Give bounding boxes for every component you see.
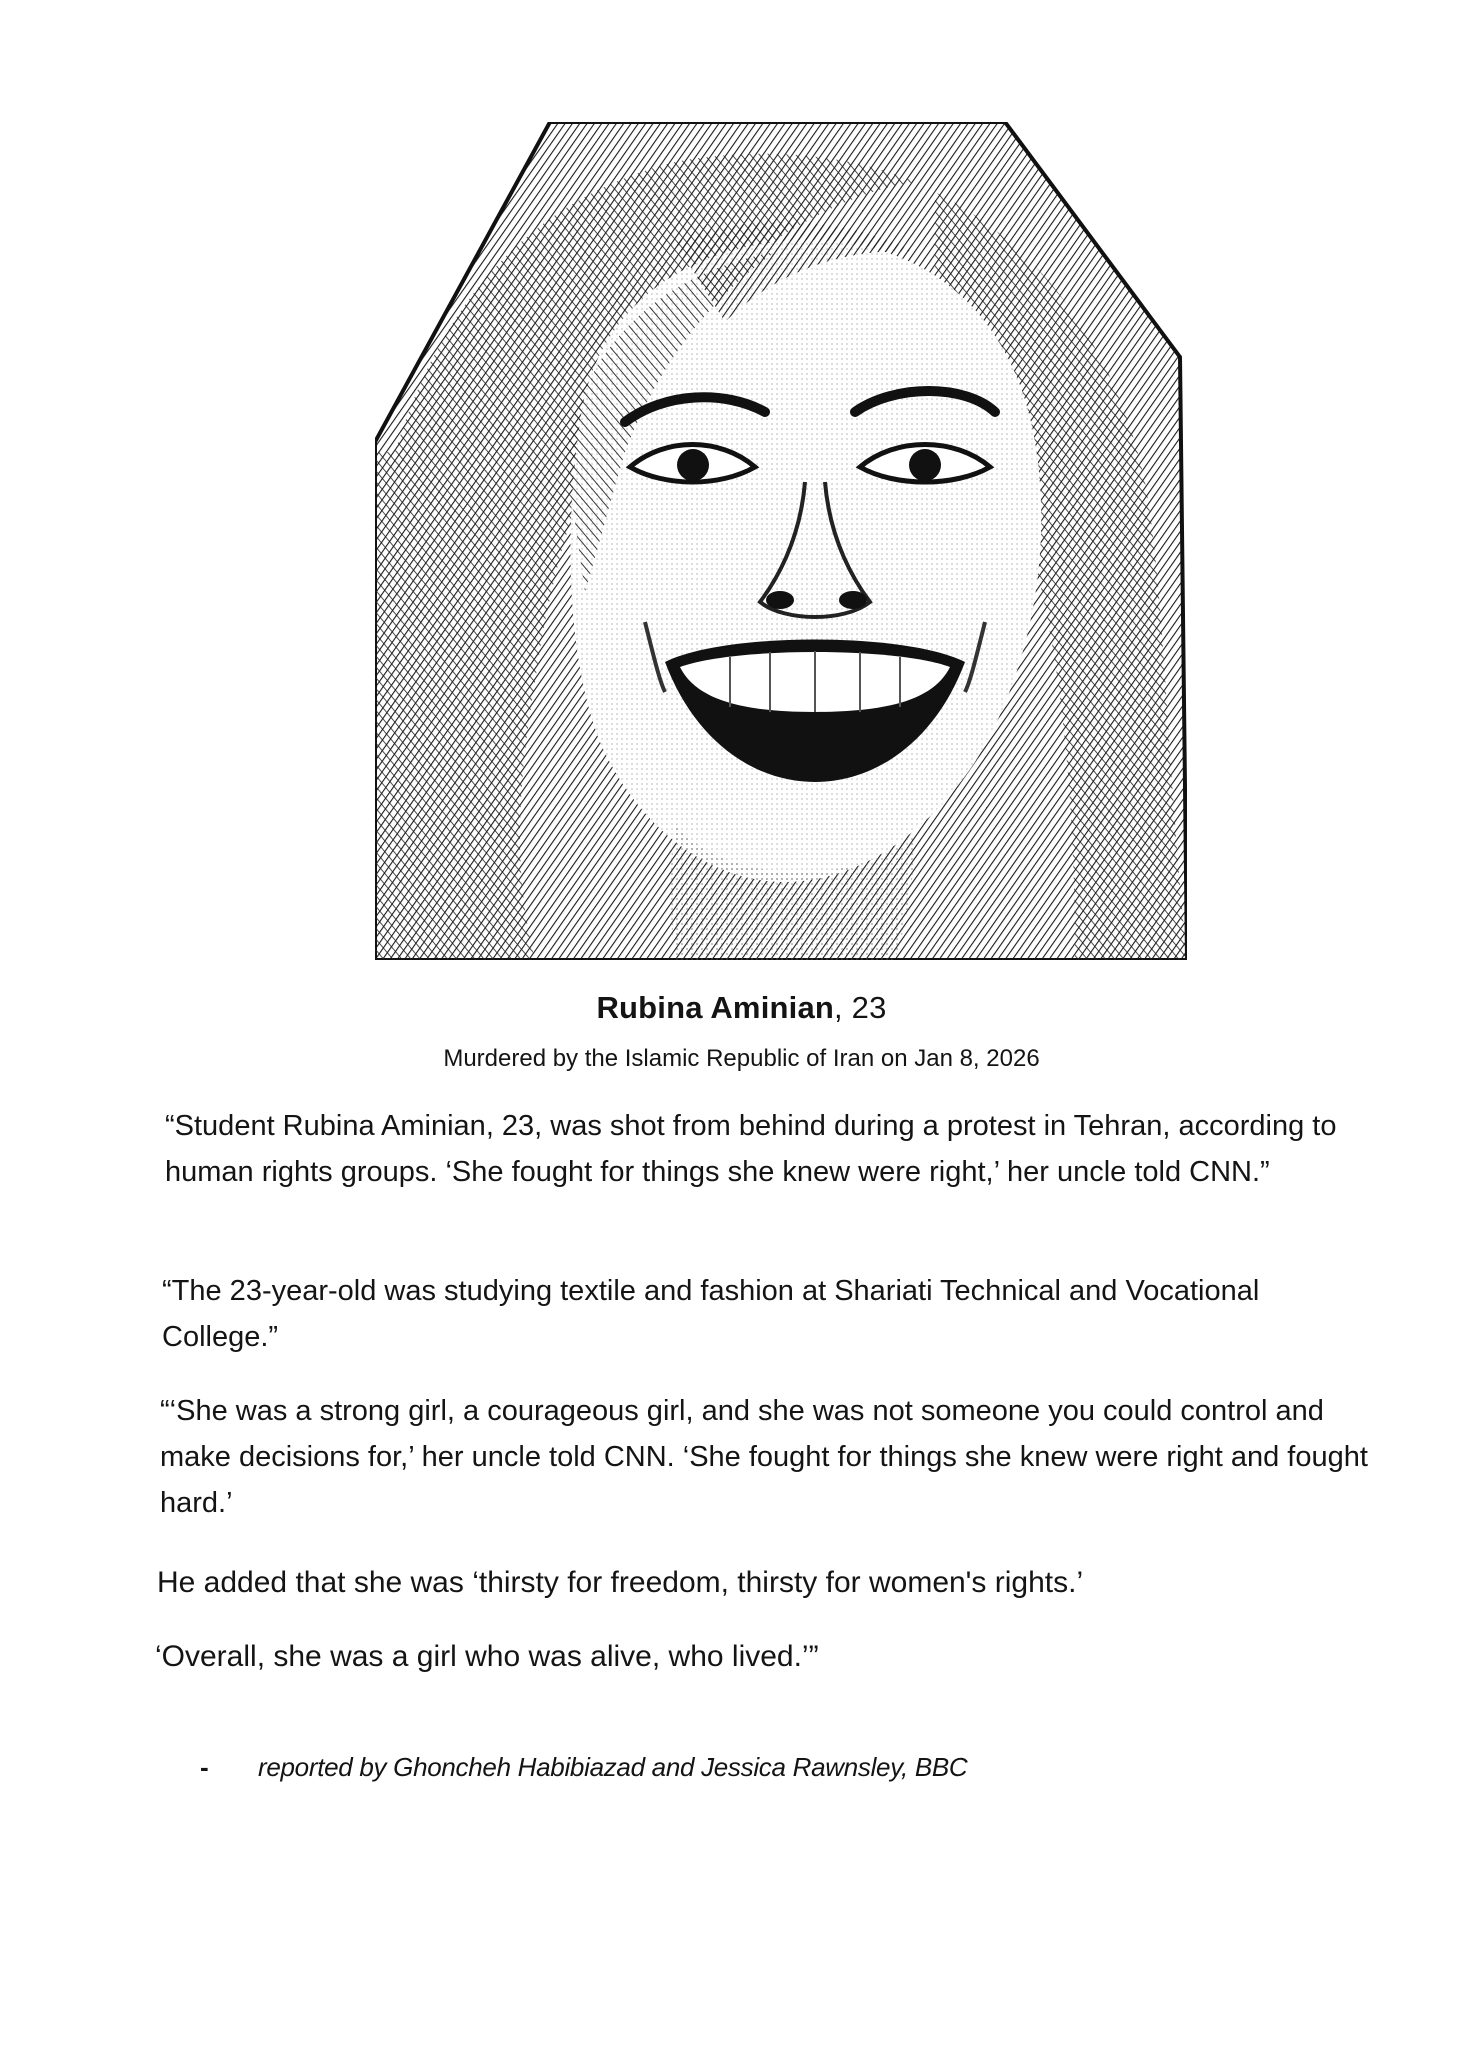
caption-subtitle: Murdered by the Islamic Republic of Iran on Jan 8, 2026 <box>443 1045 1040 1072</box>
bullet-dash: - <box>200 1752 209 1782</box>
quote-paragraph-1: “Student Rubina Aminian, 23, was shot from behind during a protest in Tehran, according to human rights groups. ‘She fought for things she knew were right,’ her uncle told CNN.” <box>165 1110 1337 1188</box>
quote-paragraph-2: “The 23-year-old was studying textile and fashion at Shariati Technical and Vocational College.” <box>162 1275 1260 1353</box>
quote-paragraph-4: He added that she was ‘thirsty for freedom, thirsty for women's rights.’ <box>157 1566 1084 1599</box>
source-credit-text: reported by Ghoncheh Habibiazad and Jessica Rawnsley, BBC <box>258 1752 968 1782</box>
portrait-illustration <box>375 122 1187 960</box>
portrait-photo <box>375 122 1187 960</box>
source-credit <box>200 1752 967 1783</box>
person-name: Rubina Aminian <box>596 990 835 1025</box>
quote-paragraph-3: “‘She was a strong girl, a courageous girl, and she was not someone you could control and make decisions for,’ her uncle told CNN. ‘She fought for things she knew were right and fought hard.’ <box>160 1395 1368 1519</box>
person-age: , 23 <box>834 990 887 1025</box>
person-name-caption <box>0 990 1483 1026</box>
quote-paragraph-5: ‘Overall, she was a girl who was alive, who lived.’” <box>155 1640 819 1673</box>
